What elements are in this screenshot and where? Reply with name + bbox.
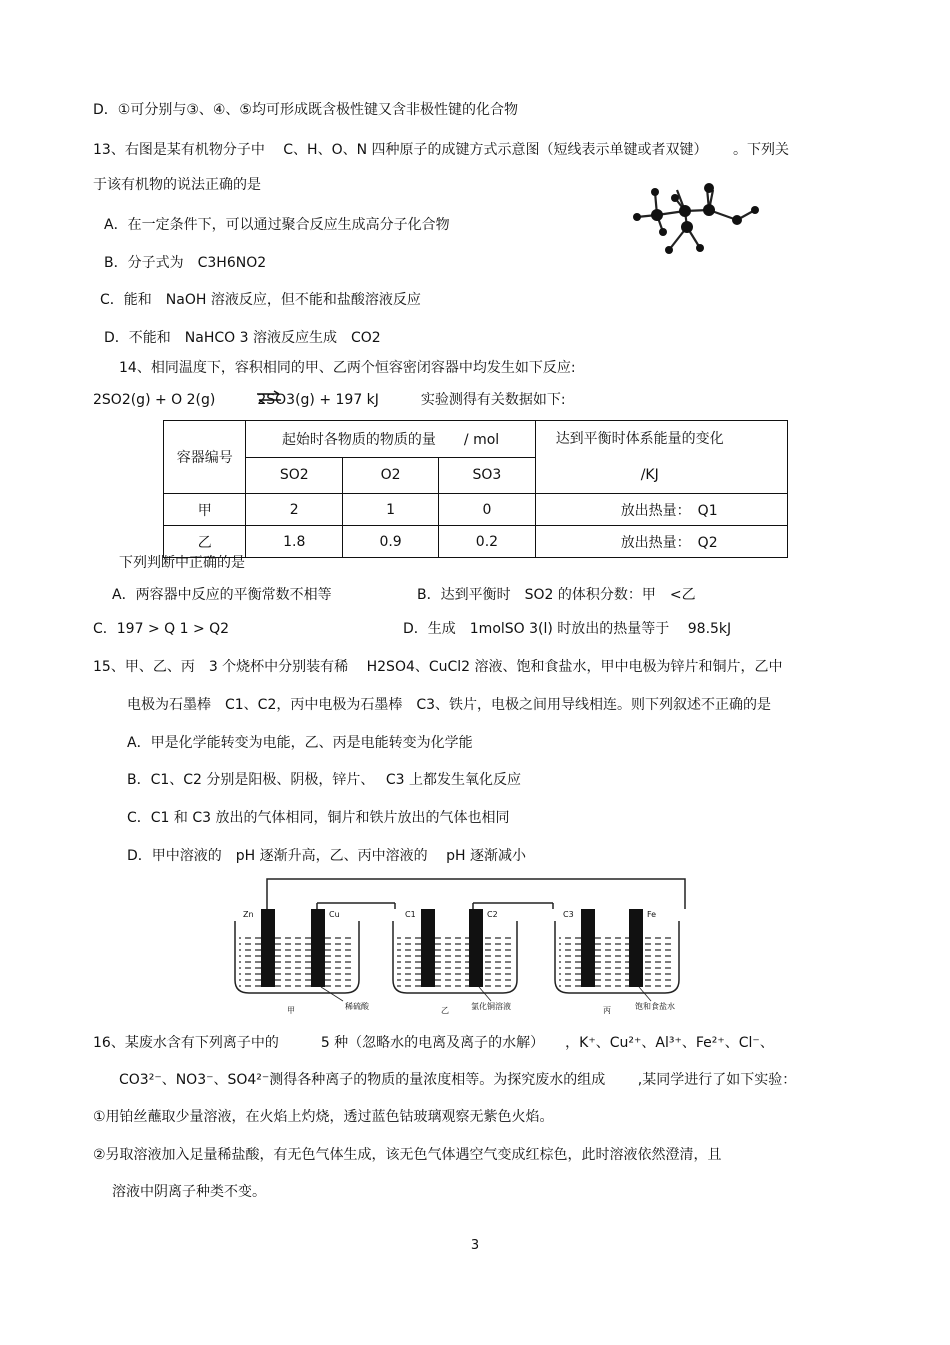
- q13-option-a: A．在一定条件下，可以通过聚合反应生成高分子化合物: [104, 217, 450, 233]
- col-so2: SO2: [246, 457, 343, 494]
- electrode-label-cu: Cu: [329, 910, 340, 919]
- electrode-label-fe: Fe: [647, 910, 657, 919]
- q16-step-2-cont: 溶液中阴离子种类不变。: [112, 1184, 266, 1200]
- header-energy-text: 达到平衡时体系能量的变化: [555, 431, 724, 447]
- header-energy: [535, 421, 787, 494]
- q13-option-d: D．不能和 NaHCO 3 溶液反应生成 CO2: [104, 330, 381, 346]
- header-container: 容器编号: [164, 421, 246, 494]
- electrode-label-zn: Zn: [243, 910, 254, 919]
- header-energy-unit: /KJ: [640, 467, 659, 483]
- beaker-label-jia: 甲: [287, 1006, 295, 1015]
- q16-stem-1: 16、某废水含有下列离子中的 5 种（忽略水的电离及离子的水解） ，K⁺、Cu²⁺、Al³⁺、Fe²⁺、Cl⁻、: [93, 1035, 774, 1051]
- q14-option-c: C．197 > Q 1 > Q2: [93, 621, 230, 637]
- q13-stem-1: 13、右图是某有机物分子中 C、H、O、N 四种原子的成键方式示意图（短线表示单键或者双键） 。下列关: [93, 142, 789, 158]
- table-row: [164, 526, 788, 558]
- q15-option-d: D．甲中溶液的 pH 逐渐升高，乙、丙中溶液的 pH 逐渐减小: [127, 848, 526, 864]
- beaker-label-bing: 丙: [603, 1006, 611, 1015]
- q16-step-2: ②另取溶液加入足量稀盐酸，有无色气体生成，该无色气体遇空气变成红棕色，此时溶液依然澄清，且: [93, 1147, 722, 1163]
- cell: 1.8: [246, 526, 343, 558]
- q12-option-d: D．①可分别与③、④、⑤均可形成既含极性键又含非极性键的化合物: [93, 102, 518, 118]
- q14-stem: 14、相同温度下，容积相同的甲、乙两个恒容密闭容器中均发生如下反应:: [119, 360, 576, 376]
- q16-stem-2: CO3²⁻、NO3⁻、SO4²⁻测得各种离子的物质的量浓度相等。为探究废水的组成 ,某同学进行了如下实验：: [119, 1072, 797, 1088]
- solution-label-nacl: 饱和食盐水: [635, 1002, 675, 1011]
- cell: 1: [342, 494, 438, 526]
- cell-energy: 放出热量： Q2: [535, 526, 787, 558]
- q13-option-c: C．能和 NaOH 溶液反应，但不能和盐酸溶液反应: [100, 292, 421, 308]
- beaker-label-yi: 乙: [441, 1006, 449, 1015]
- q14-option-a: A．两容器中反应的平衡常数不相等: [112, 587, 332, 603]
- q14-option-d: D．生成 1molSO 3(l) 时放出的热量等于 98.5kJ: [403, 621, 732, 637]
- q13-stem-2: 于该有机物的说法正确的是: [93, 177, 261, 193]
- q14-equation: 2SO2(g) + O 2(g) 2SO3(g) + 197 kJ 实验测得有关数据如下:: [93, 392, 566, 408]
- cell: 0: [439, 494, 536, 526]
- q13-option-b: B．分子式为 C3H6NO2: [104, 255, 267, 271]
- solution-label-cucl2: 氯化铜溶液: [471, 1002, 511, 1011]
- header-start-amount: 起始时各物质的物质的量 / mol: [246, 421, 535, 458]
- q15-option-c: C．C1 和 C3 放出的气体相同，铜片和铁片放出的气体也相同: [127, 810, 510, 826]
- q14-question: 下列判断中正确的是: [119, 555, 245, 571]
- electrolysis-cells-diagram: [225, 875, 705, 1020]
- q15-stem-2: 电极为石墨棒 C1、C2，丙中电极为石墨棒 C3、铁片，电极之间用导线相连。则下列叙述不正确的是: [127, 697, 772, 713]
- q16-step-1: ①用铂丝蘸取少量溶液，在火焰上灼烧，透过蓝色钴玻璃观察无紫色火焰。: [93, 1109, 554, 1125]
- molecule-model-image: [625, 180, 765, 265]
- col-o2: O2: [342, 457, 438, 494]
- cell: 0.2: [439, 526, 536, 558]
- col-so3: SO3: [439, 457, 536, 494]
- solution-label-h2so4: 稀硫酸: [345, 1002, 369, 1011]
- reversible-arrow-icon: [255, 390, 283, 404]
- electrode-label-c3: C3: [563, 910, 574, 919]
- q14-option-b: B．达到平衡时 SO2 的体积分数：甲 <乙: [417, 587, 696, 603]
- table-row: [164, 494, 788, 526]
- q15-option-b: B．C1、C2 分别是阳极、阴极，锌片、 C3 上都发生氧化反应: [127, 772, 522, 788]
- cell: 2: [246, 494, 343, 526]
- data-table: [163, 420, 788, 558]
- q15-stem-1: 15、甲、乙、丙 3 个烧杯中分别装有稀 H2SO4、CuCl2 溶液、饱和食盐水，甲中电极为锌片和铜片，乙中: [93, 659, 783, 675]
- page-number: 3: [470, 1238, 480, 1253]
- cell: 0.9: [342, 526, 438, 558]
- cell-energy: 放出热量： Q1: [535, 494, 787, 526]
- q15-option-a: A．甲是化学能转变为电能，乙、丙是电能转变为化学能: [127, 735, 473, 751]
- row-name: 乙: [164, 526, 246, 558]
- row-name: 甲: [164, 494, 246, 526]
- electrode-label-c1: C1: [405, 910, 416, 919]
- electrode-label-c2: C2: [487, 910, 498, 919]
